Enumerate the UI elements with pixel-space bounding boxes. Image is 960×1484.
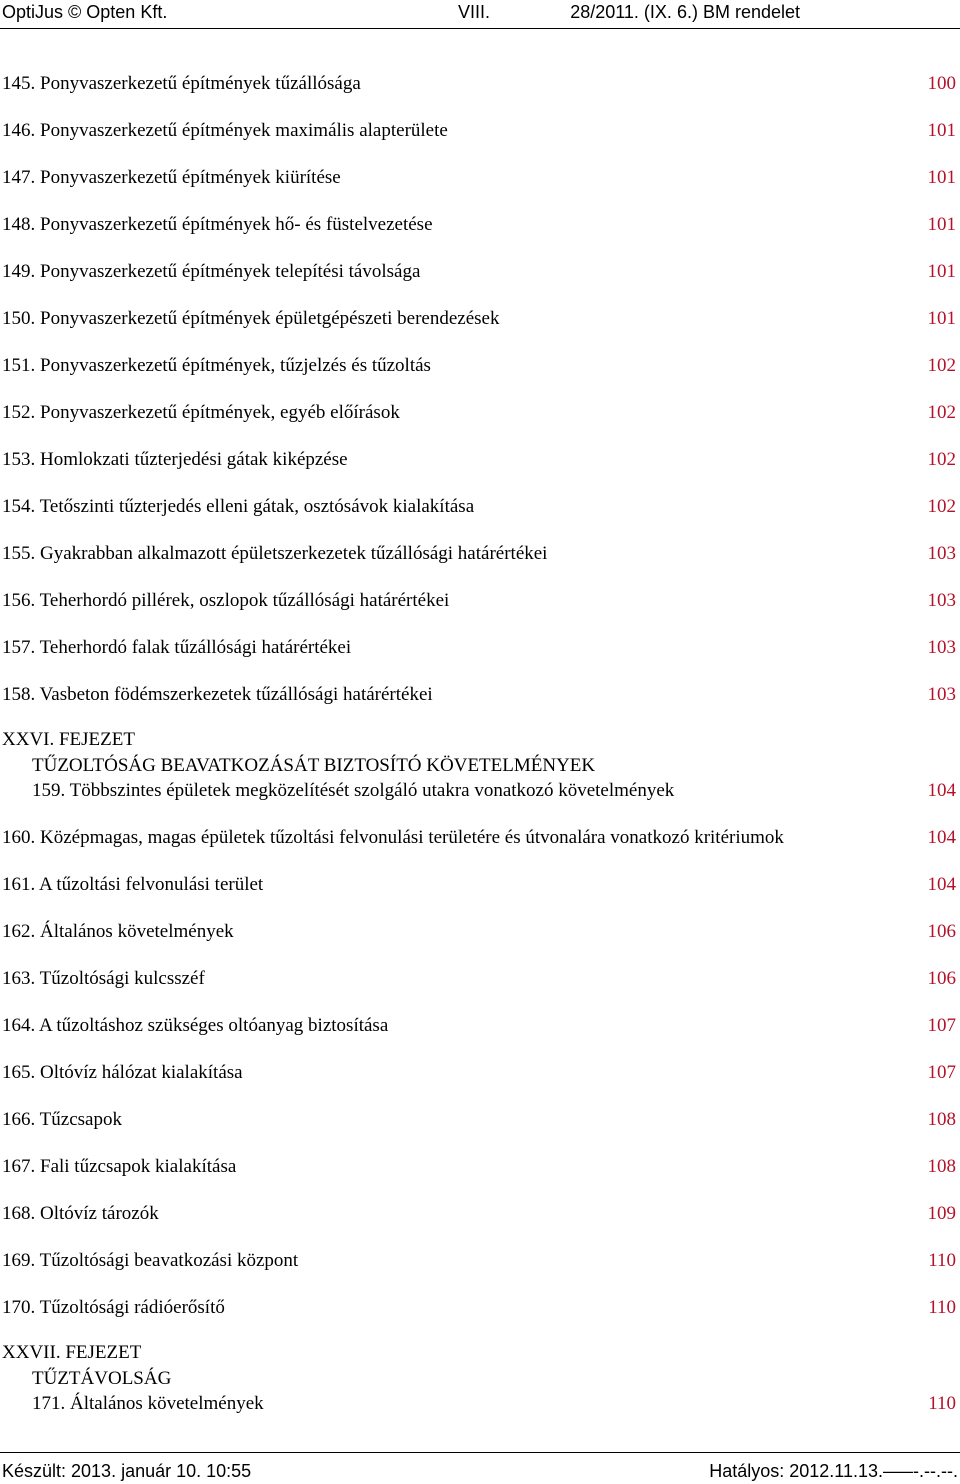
toc-page-link[interactable]: 106 bbox=[927, 968, 956, 989]
toc-page-link[interactable]: 103 bbox=[927, 590, 956, 611]
chapter-number: XXVII. FEJEZET bbox=[2, 1342, 142, 1363]
toc-entry[interactable] bbox=[2, 1014, 958, 1061]
effective-date: Hatályos: 2012.11.13.–––-.--.--. bbox=[709, 1461, 958, 1481]
toc-entry-title[interactable]: 164. A tűzoltáshoz szükséges oltóanyag biztosítása bbox=[2, 1015, 389, 1036]
chapter-heading-27 bbox=[2, 1340, 958, 1392]
toc-page-link[interactable]: 101 bbox=[927, 120, 956, 141]
toc-entry-title[interactable]: 167. Fali tűzcsapok kialakítása bbox=[2, 1156, 237, 1177]
toc-page-link[interactable]: 103 bbox=[927, 637, 956, 658]
toc-entry[interactable] bbox=[2, 920, 958, 967]
toc-entry[interactable] bbox=[2, 779, 958, 826]
toc-page-link[interactable]: 101 bbox=[927, 261, 956, 282]
toc-entry[interactable] bbox=[2, 967, 958, 1014]
toc-entry-title[interactable]: 155. Gyakrabban alkalmazott épületszerkezetek tűzállósági határértékei bbox=[2, 543, 548, 564]
toc-entry-title[interactable]: 150. Ponyvaszerkezetű építmények épületgépészeti berendezések bbox=[2, 308, 500, 329]
toc-entry[interactable] bbox=[2, 826, 958, 873]
toc-page-link[interactable]: 108 bbox=[927, 1109, 956, 1130]
toc-page-link[interactable]: 102 bbox=[927, 355, 956, 376]
toc-entry-title[interactable]: 169. Tűzoltósági beavatkozási központ bbox=[2, 1250, 299, 1271]
toc-entry-title[interactable]: 160. Középmagas, magas épületek tűzoltási felvonulási területére és útvonalára vonatkozó kritériumok bbox=[2, 827, 784, 848]
toc-page-link[interactable]: 101 bbox=[927, 214, 956, 235]
toc-entry-title[interactable]: 158. Vasbeton födémszerkezetek tűzállósági határértékei bbox=[2, 684, 433, 705]
toc-entry[interactable] bbox=[2, 1202, 958, 1249]
page-header bbox=[0, 0, 960, 26]
chapter-number: XXVI. FEJEZET bbox=[2, 729, 135, 750]
toc-entry[interactable] bbox=[2, 213, 958, 260]
toc-entry[interactable] bbox=[2, 1392, 958, 1418]
toc-group-2 bbox=[2, 826, 958, 1343]
toc-entry-title[interactable]: 146. Ponyvaszerkezetű építmények maximális alapterülete bbox=[2, 120, 448, 141]
toc-page-link[interactable]: 101 bbox=[927, 308, 956, 329]
toc-entry[interactable] bbox=[2, 1155, 958, 1202]
toc-entry-title[interactable]: 152. Ponyvaszerkezetű építmények, egyéb előírások bbox=[2, 402, 400, 423]
toc-entry[interactable] bbox=[2, 1249, 958, 1296]
header-divider bbox=[0, 28, 960, 29]
publisher-label: OptiJus © Opten Kft. bbox=[2, 2, 168, 22]
toc-entry-title[interactable]: 156. Teherhordó pillérek, oszlopok tűzállósági határértékei bbox=[2, 590, 450, 611]
toc-entry-title[interactable]: 153. Homlokzati tűzterjedési gátak kiképzése bbox=[2, 449, 348, 470]
chapter-heading-26 bbox=[2, 727, 958, 779]
page-footer bbox=[0, 1460, 960, 1484]
toc-page-link[interactable]: 110 bbox=[928, 1250, 956, 1271]
toc-entry-title[interactable]: 166. Tűzcsapok bbox=[2, 1109, 122, 1130]
toc-entry-title[interactable]: 159. Többszintes épületek megközelítését szolgáló utakra vonatkozó követelmények bbox=[32, 780, 675, 801]
toc-entry-title[interactable]: 161. A tűzoltási felvonulási terület bbox=[2, 874, 264, 895]
toc-page-link[interactable]: 108 bbox=[927, 1156, 956, 1177]
toc-entry-title[interactable]: 171. Általános követelmények bbox=[32, 1393, 264, 1414]
toc-entry-title[interactable]: 145. Ponyvaszerkezetű építmények tűzállósága bbox=[2, 73, 361, 94]
toc-entry-title[interactable]: 170. Tűzoltósági rádióerősítő bbox=[2, 1297, 225, 1318]
toc-entry[interactable] bbox=[2, 1296, 958, 1343]
toc-entry[interactable] bbox=[2, 166, 958, 213]
toc-entry-title[interactable]: 154. Tetőszinti tűzterjedés elleni gátak, osztósávok kialakítása bbox=[2, 496, 475, 517]
toc-page-link[interactable]: 103 bbox=[927, 543, 956, 564]
toc-page-link[interactable]: 101 bbox=[927, 167, 956, 188]
toc-page-link[interactable]: 106 bbox=[927, 921, 956, 942]
toc-entry-title[interactable]: 163. Tűzoltósági kulcsszéf bbox=[2, 968, 205, 989]
toc-entry-title[interactable]: 149. Ponyvaszerkezetű építmények telepítési távolsága bbox=[2, 261, 421, 282]
toc-page-link[interactable]: 104 bbox=[927, 827, 956, 848]
toc-page-link[interactable]: 104 bbox=[927, 874, 956, 895]
chapter-title: TŰZTÁVOLSÁG bbox=[32, 1368, 172, 1389]
toc-page-link[interactable]: 110 bbox=[928, 1297, 956, 1318]
toc-entry-title[interactable]: 147. Ponyvaszerkezetű építmények kiürítése bbox=[2, 167, 341, 188]
toc-entry[interactable] bbox=[2, 307, 958, 354]
toc-page-link[interactable]: 107 bbox=[927, 1062, 956, 1083]
toc-entry[interactable] bbox=[2, 1108, 958, 1155]
toc-page-link[interactable]: 102 bbox=[927, 402, 956, 423]
toc-entry[interactable] bbox=[2, 495, 958, 542]
toc-entry-title[interactable]: 165. Oltóvíz hálózat kialakítása bbox=[2, 1062, 243, 1083]
toc-page-link[interactable]: 103 bbox=[927, 684, 956, 705]
toc-page-link[interactable]: 100 bbox=[927, 73, 956, 94]
toc-page-link[interactable]: 104 bbox=[927, 780, 956, 801]
decree-label: 28/2011. (IX. 6.) BM rendelet bbox=[570, 2, 800, 22]
toc-entry[interactable] bbox=[2, 589, 958, 636]
toc-entry-title[interactable]: 151. Ponyvaszerkezetű építmények, tűzjelzés és tűzoltás bbox=[2, 355, 431, 376]
toc-entry-title[interactable]: 168. Oltóvíz tározók bbox=[2, 1203, 159, 1224]
toc-group-1 bbox=[2, 72, 958, 730]
toc-entry[interactable] bbox=[2, 1061, 958, 1108]
footer-divider bbox=[0, 1452, 960, 1453]
part-label: VIII. bbox=[458, 2, 491, 22]
toc-page-link[interactable]: 110 bbox=[928, 1393, 956, 1414]
toc-page-link[interactable]: 109 bbox=[927, 1203, 956, 1224]
table-of-contents bbox=[2, 72, 958, 1418]
toc-entry[interactable] bbox=[2, 72, 958, 119]
toc-entry[interactable] bbox=[2, 448, 958, 495]
toc-entry[interactable] bbox=[2, 636, 958, 683]
chapter-title: TŰZOLTÓSÁG BEAVATKOZÁSÁT BIZTOSÍTÓ KÖVETELMÉNYEK bbox=[32, 755, 596, 776]
toc-entry[interactable] bbox=[2, 873, 958, 920]
toc-entry[interactable] bbox=[2, 401, 958, 448]
toc-entry[interactable] bbox=[2, 119, 958, 166]
toc-page-link[interactable]: 102 bbox=[927, 449, 956, 470]
toc-entry-title[interactable]: 148. Ponyvaszerkezetű építmények hő- és füstelvezetése bbox=[2, 214, 433, 235]
toc-page-link[interactable]: 107 bbox=[927, 1015, 956, 1036]
toc-entry-title[interactable]: 157. Teherhordó falak tűzállósági határértékei bbox=[2, 637, 352, 658]
created-date: Készült: 2013. január 10. 10:55 bbox=[2, 1461, 252, 1481]
toc-entry-title[interactable]: 162. Általános követelmények bbox=[2, 921, 234, 942]
toc-entry[interactable] bbox=[2, 683, 958, 730]
toc-entry[interactable] bbox=[2, 260, 958, 307]
toc-entry[interactable] bbox=[2, 542, 958, 589]
toc-entry[interactable] bbox=[2, 354, 958, 401]
toc-page-link[interactable]: 102 bbox=[927, 496, 956, 517]
